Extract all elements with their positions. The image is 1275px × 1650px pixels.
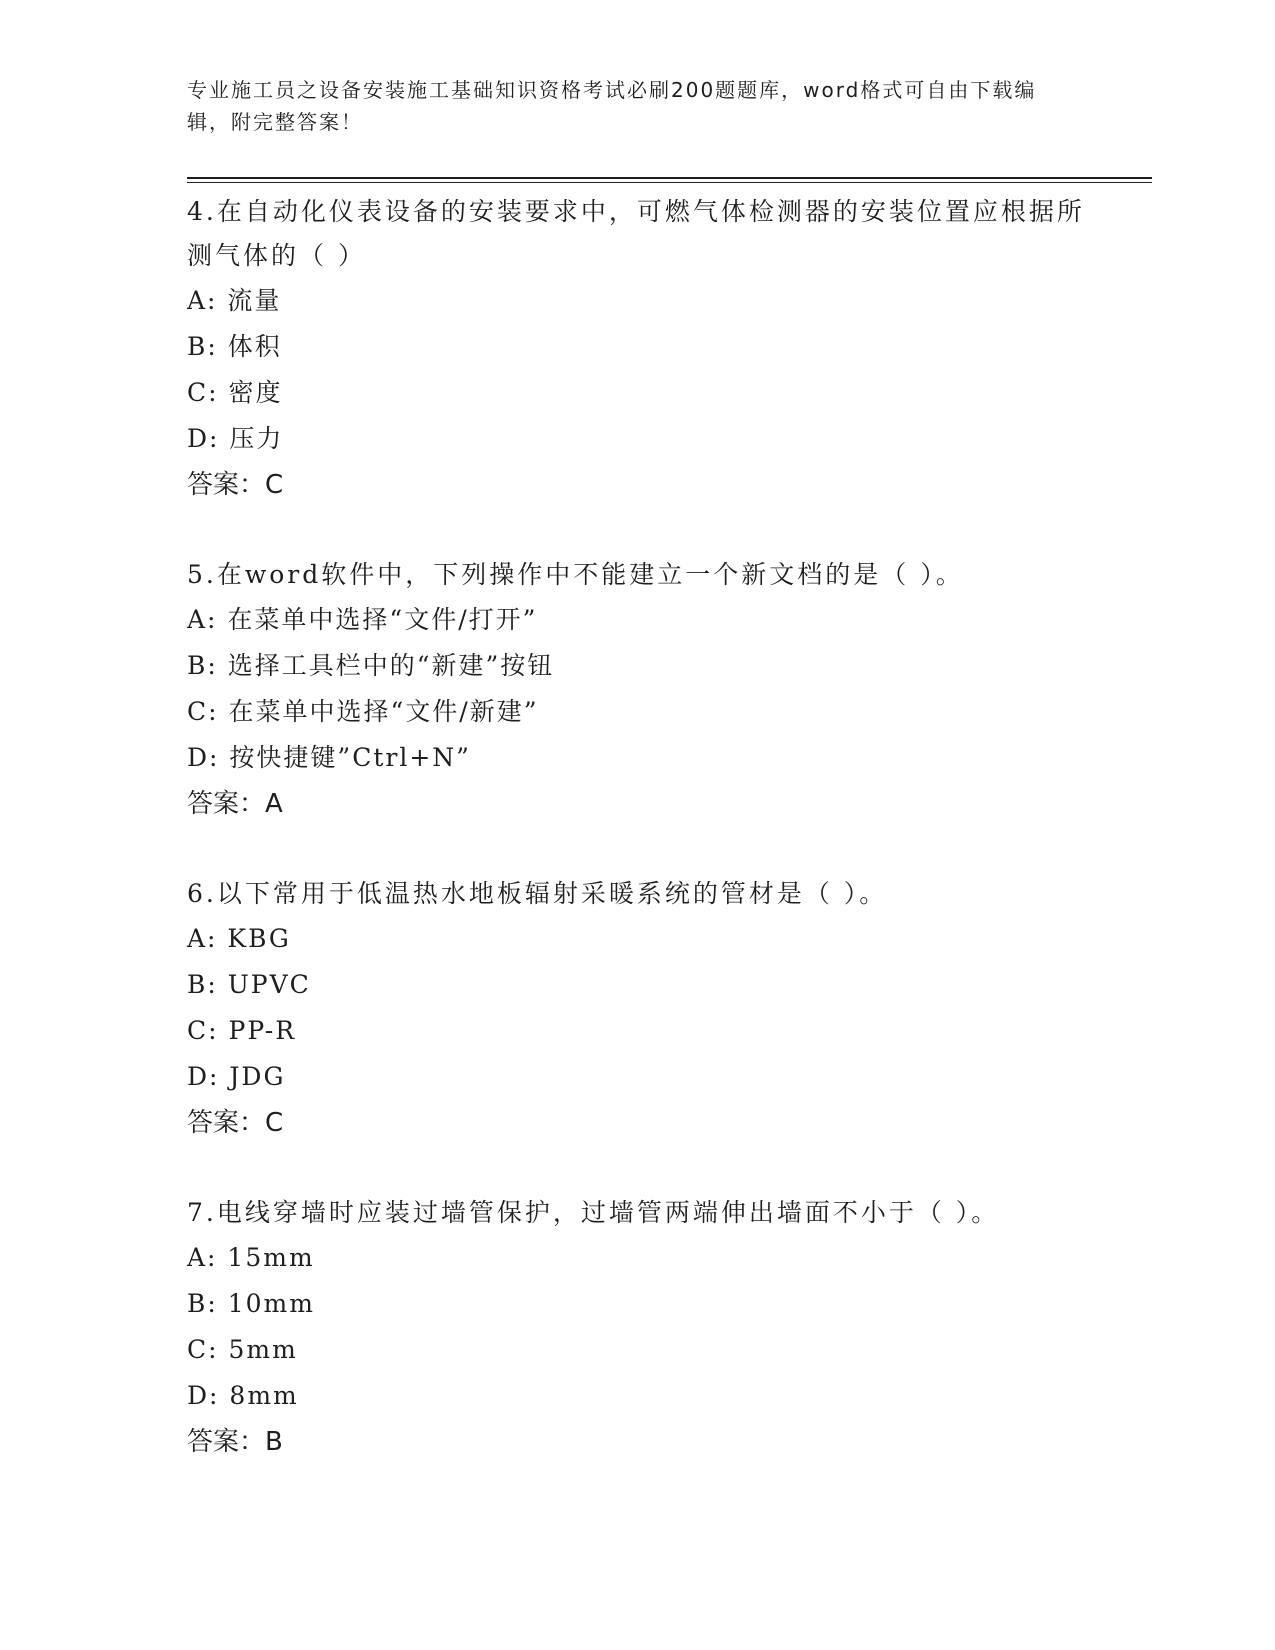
option-c: C: PP-R [187, 1016, 297, 1045]
option-a: A: 15mm [187, 1243, 315, 1272]
question-text: 4.在自动化仪表设备的安装要求中，可燃气体检测器的安装位置应根据所测气体的（ ） [187, 197, 1085, 270]
option-d: D: 按快捷键”Ctrl+N” [187, 743, 471, 772]
question-5 [187, 553, 1087, 827]
option-c: C: 密度 [187, 378, 283, 407]
question-text: 6.以下常用于低温热水地板辐射采暖系统的管材是（ ）。 [187, 879, 888, 908]
answer: 答案：A [187, 789, 283, 819]
option-c: C: 在菜单中选择“文件/新建” [187, 697, 539, 726]
option-a: A: 在菜单中选择“文件/打开” [187, 605, 538, 634]
header-divider-thick [187, 177, 1152, 179]
option-c: C: 5mm [187, 1335, 298, 1364]
option-b: B: UPVC [187, 970, 311, 999]
question-6 [187, 872, 1087, 1146]
question-4 [187, 190, 1087, 508]
answer: 答案：B [187, 1427, 283, 1457]
answer: 答案：C [187, 470, 284, 500]
option-b: B: 体积 [187, 332, 282, 361]
option-a: A: KBG [187, 924, 291, 953]
option-d: D: 8mm [187, 1381, 299, 1410]
option-d: D: JDG [187, 1062, 286, 1091]
question-text: 7.电线穿墙时应装过墙管保护，过墙管两端伸出墙面不小于（ ）。 [187, 1198, 1000, 1227]
answer: 答案：C [187, 1108, 284, 1138]
header-divider-thin [187, 182, 1152, 183]
document-header: 专业施工员之设备安装施工基础知识资格考试必刷200题题库，word格式可自由下载编辑，附完整答案！ [187, 78, 1037, 134]
question-text: 5.在word软件中，下列操作中不能建立一个新文档的是（ ）。 [187, 560, 964, 589]
option-d: D: 压力 [187, 424, 284, 453]
question-7 [187, 1191, 1087, 1465]
option-b: B: 选择工具栏中的“新建”按钮 [187, 651, 555, 680]
option-a: A: 流量 [187, 286, 282, 315]
option-b: B: 10mm [187, 1289, 315, 1318]
